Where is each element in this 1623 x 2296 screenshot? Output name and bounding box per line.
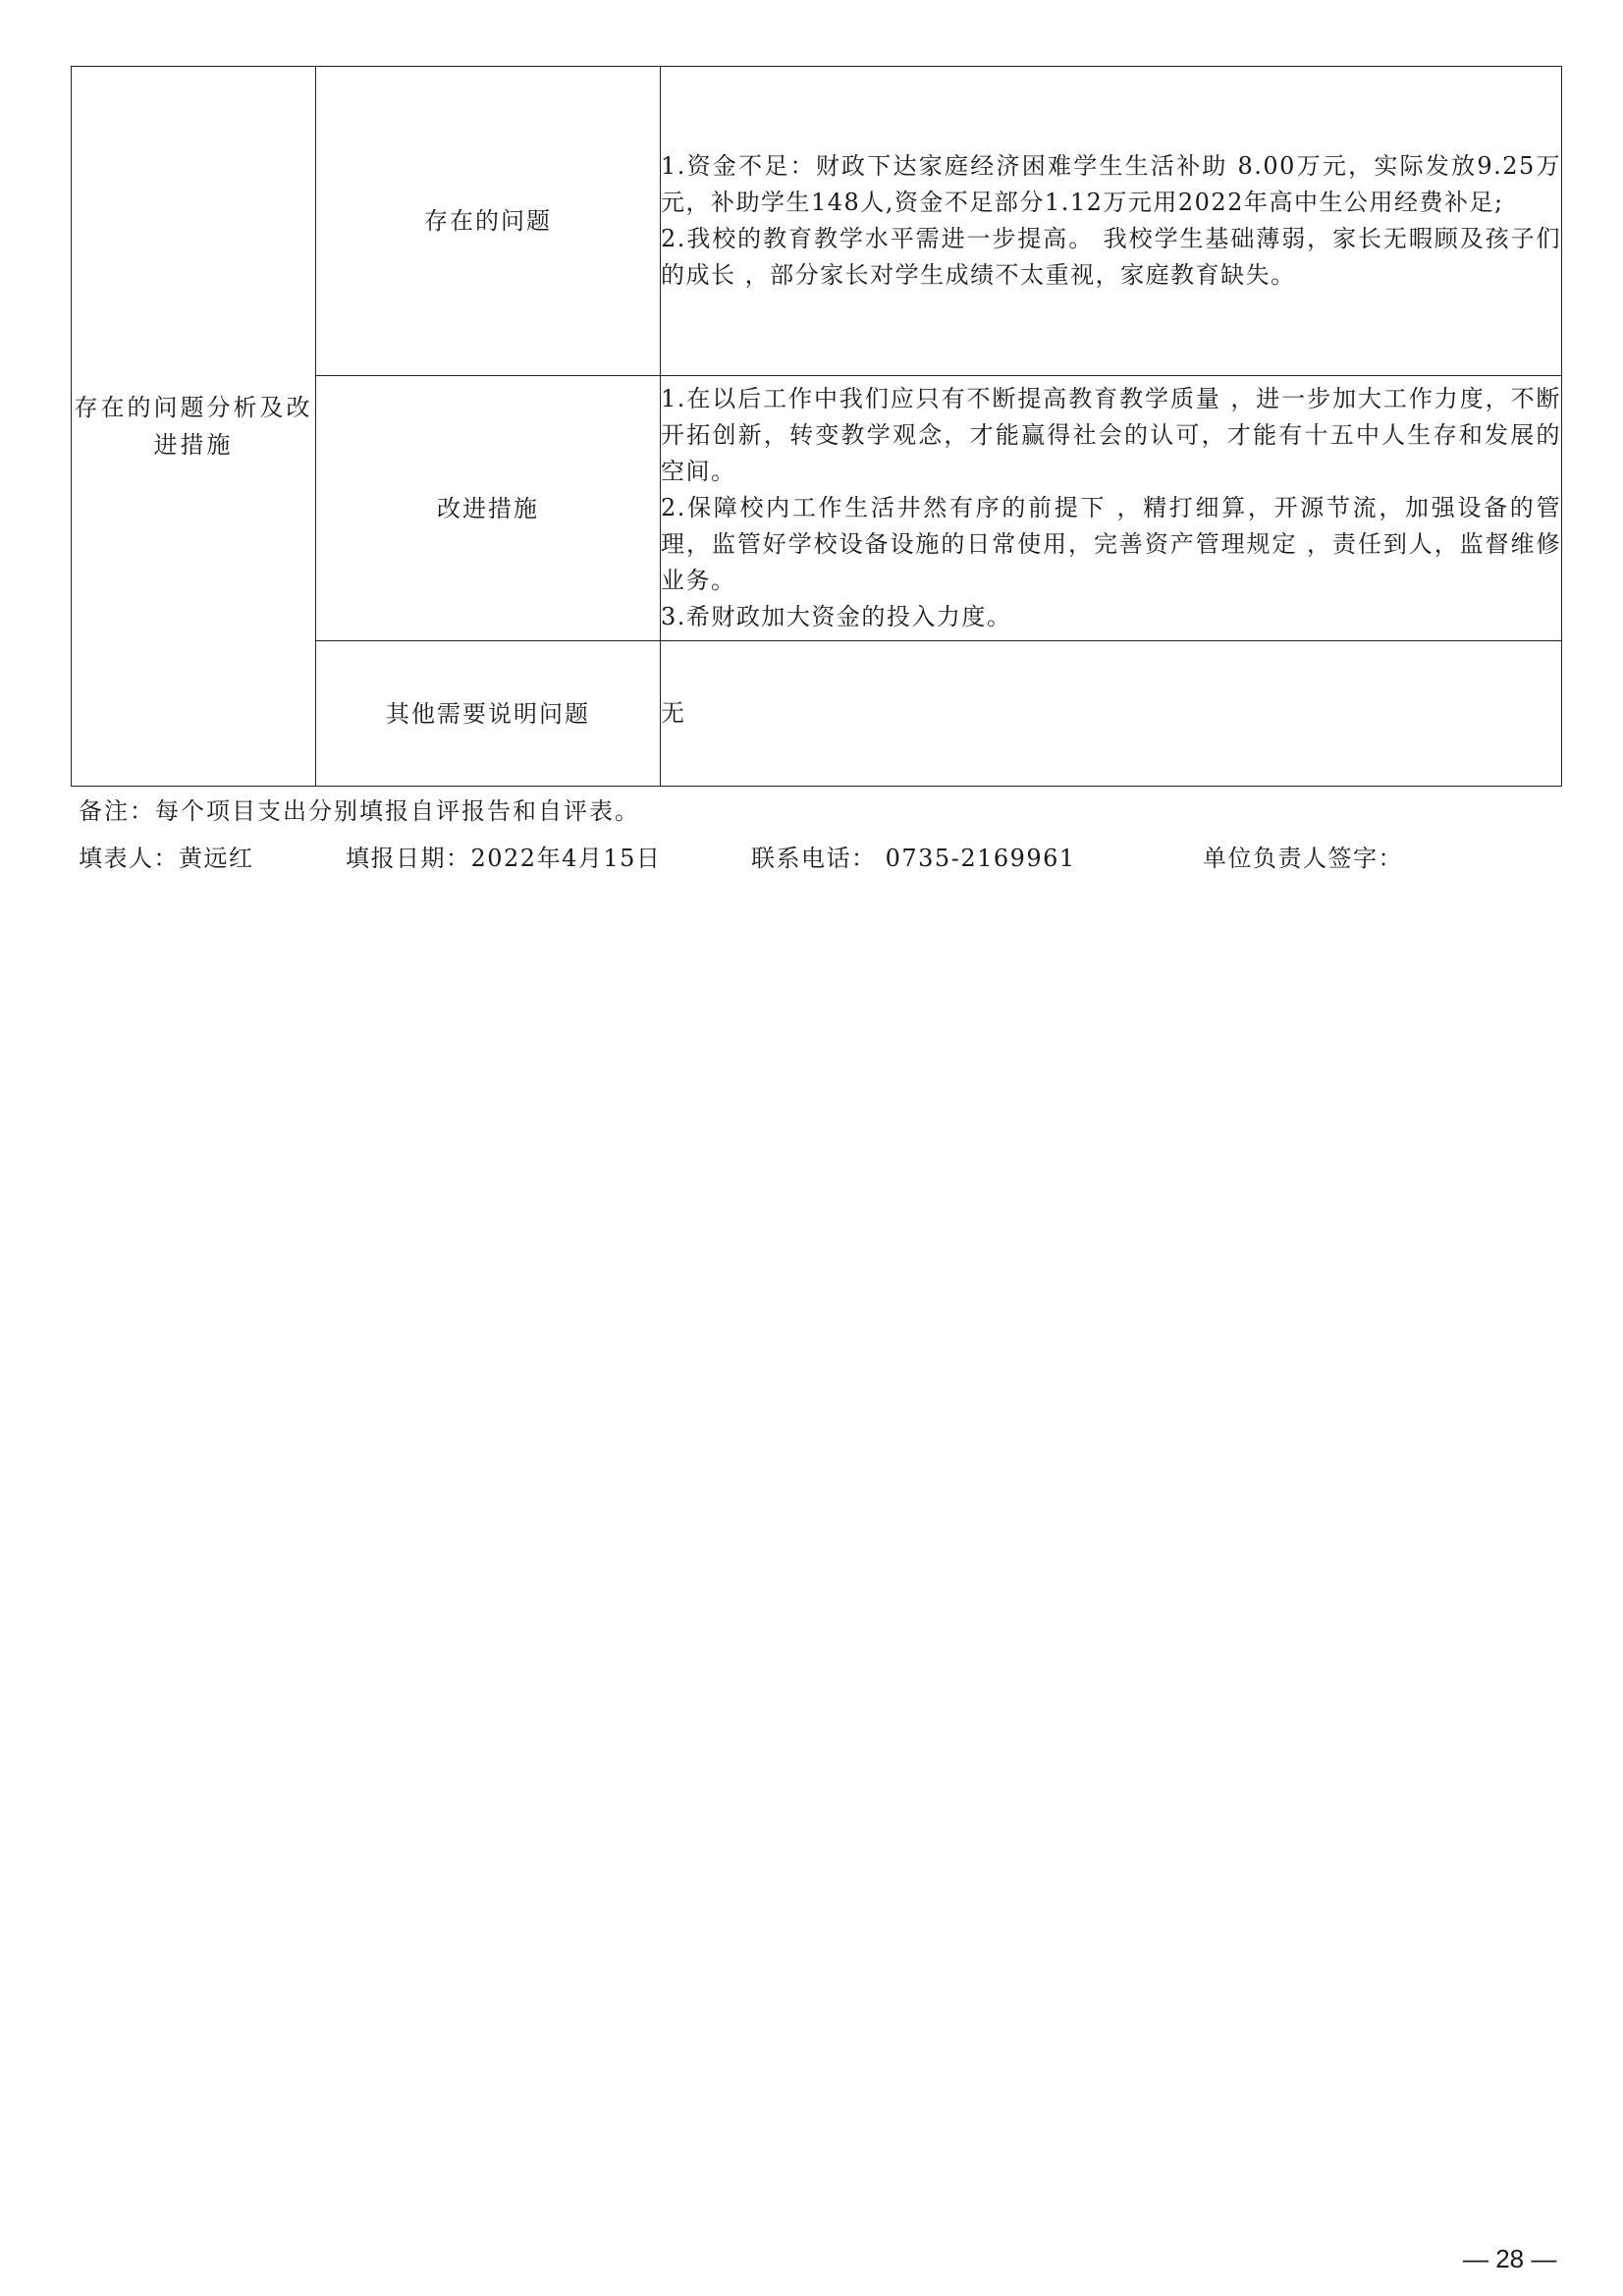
category-cell <box>72 67 316 787</box>
improvement-paragraph-2: 2.保障校内工作生活井然有序的前提下 ，精打细算，开源节流，加强设备的管理，监管好学校设备设施的日常使用，完善资产管理规定 ，责任到人，监督维修业务。 <box>661 494 1561 594</box>
improvement-paragraph-3: 3.希财政加大资金的投入力度。 <box>661 603 1012 630</box>
fill-date: 填报日期：2022年4月15日 <box>346 845 662 872</box>
row-content-cell <box>661 376 1562 641</box>
contact-phone: 联系电话： 0735-2169961 <box>751 845 1076 872</box>
row-content-cell <box>661 641 1562 787</box>
row-label-improvements: 改进措施 <box>437 494 539 522</box>
row-label-cell <box>316 376 661 641</box>
table-row-problems <box>72 67 1562 376</box>
row-label-other: 其他需要说明问题 <box>386 699 590 728</box>
row-label-cell <box>316 67 661 376</box>
improvement-paragraph-1: 1.在以后工作中我们应只有不断提高教育教学质量 ，进一步加大工作力度，不断开拓创新，转变教学观念，才能赢得社会的认可，才能有十五中人生存和发展的空间。 <box>661 385 1561 485</box>
row-label-problems: 存在的问题 <box>424 207 552 235</box>
row-label-cell <box>316 641 661 787</box>
other-paragraph-1: 无 <box>661 699 686 727</box>
problem-paragraph-2: 2.我校的教育教学水平需进一步提高。 我校学生基础薄弱，家长无暇顾及孩子们的成长 ，部分家长对学生成绩不太重视，家庭教育缺失。 <box>661 225 1561 289</box>
evaluation-table <box>71 66 1562 787</box>
signature-label: 单位负责人签字： <box>1203 845 1403 872</box>
problem-paragraph-1: 1.资金不足：财政下达家庭经济困难学生生活补助 8.00万元，实际发放9.25万元，补助学生148人,资金不足部分1.12万元用2022年高中生公用经费补足; <box>661 152 1561 216</box>
row-content-cell <box>661 67 1562 376</box>
filler-name: 填表人：黄远红 <box>79 845 254 872</box>
page-number: — 28 — <box>1463 2244 1557 2273</box>
notes-text: 备注：每个项目支出分别填报自评报告和自评表。 <box>79 797 640 825</box>
category-label: 存在的问题分析及改进措施 <box>74 394 313 459</box>
